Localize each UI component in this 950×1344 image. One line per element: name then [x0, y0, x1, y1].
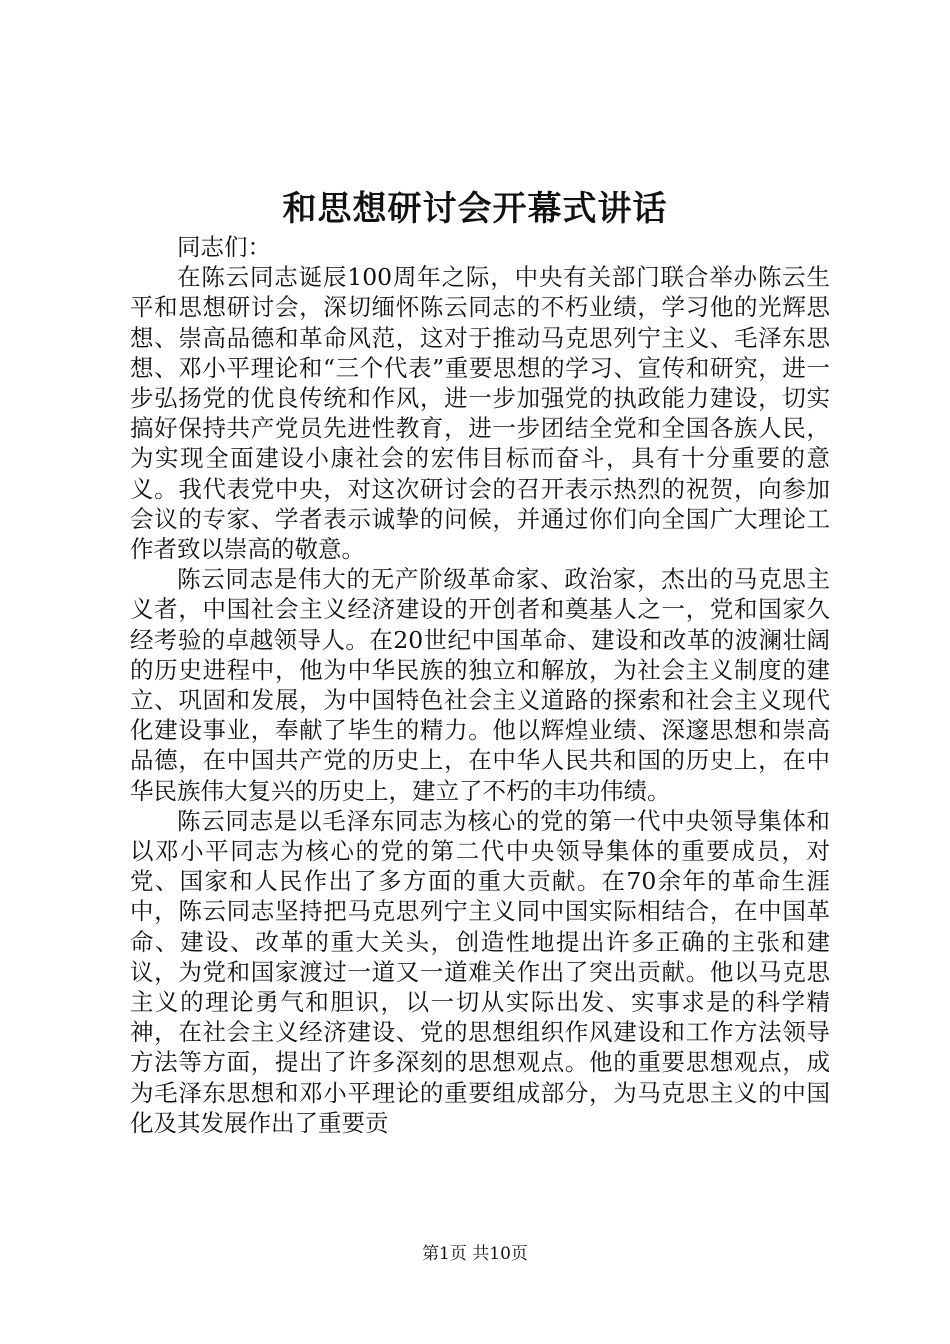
paragraph-1: 在陈云同志诞辰100周年之际，中央有关部门联合举办陈云生平和思想研讨会，深切缅怀陈云同志的不朽业绩，学习他的光辉思想、崇高品德和革命风范，这对于推动马克思列宁主义、毛泽东思想、邓小平理论和“三个代表”重要思想的学习、宣传和研究，进一步弘扬党的优良传统和作风，进一步加强党的执政能力建设，切实搞好保持共产党员先进性教育，进一步团结全党和全国各族人民，为实现全面建设小康社会的宏伟目标而奋斗，具有十分重要的意义。我代表党中央，对这次研讨会的召开表示热烈的祝贺，向参加会议的专家、学者表示诚挚的问候，并通过你们向全国广大理论工作者致以崇高的敬意。: [130, 263, 830, 564]
document-body: [130, 232, 830, 1138]
document-title: 和思想研讨会开幕式讲话: [282, 189, 668, 229]
salutation: 同志们：: [177, 233, 271, 261]
page-footer: 第1页 共10页: [422, 1244, 528, 1264]
paragraph-2: 陈云同志是伟大的无产阶级革命家、政治家，杰出的马克思主义者，中国社会主义经济建设的开创者和奠基人之一，党和国家久经考验的卓越领导人。在20世纪中国革命、建设和改革的波澜壮阔的历史进程中，他为中华民族的独立和解放，为社会主义制度的建立、巩固和发展，为中国特色社会主义道路的探索和社会主义现代化建设事业，奉献了毕生的精力。他以辉煌业绩、深邃思想和崇高品德，在中国共产党的历史上，在中华人民共和国的历史上，在中华民族伟大复兴的历史上，建立了不朽的丰功伟绩。: [130, 565, 830, 805]
paragraph-3: 陈云同志是以毛泽东同志为核心的党的第一代中央领导集体和以邓小平同志为核心的党的第二代中央领导集体的重要成员，对党、国家和人民作出了多方面的重大贡献。在70余年的革命生涯中，陈云同志坚持把马克思列宁主义同中国实际相结合，在中国革命、建设、改革的重大关头，创造性地提出许多正确的主张和建议，为党和国家渡过一道又一道难关作出了突出贡献。他以马克思主义的理论勇气和胆识，以一切从实际出发、实事求是的科学精神，在社会主义经济建设、党的思想组织作风建设和工作方法领导方法等方面，提出了许多深刻的思想观点。他的重要思想观点，成为毛泽东思想和邓小平理论的重要组成部分，为马克思主义的中国化及其发展作出了重要贡: [130, 806, 830, 1137]
